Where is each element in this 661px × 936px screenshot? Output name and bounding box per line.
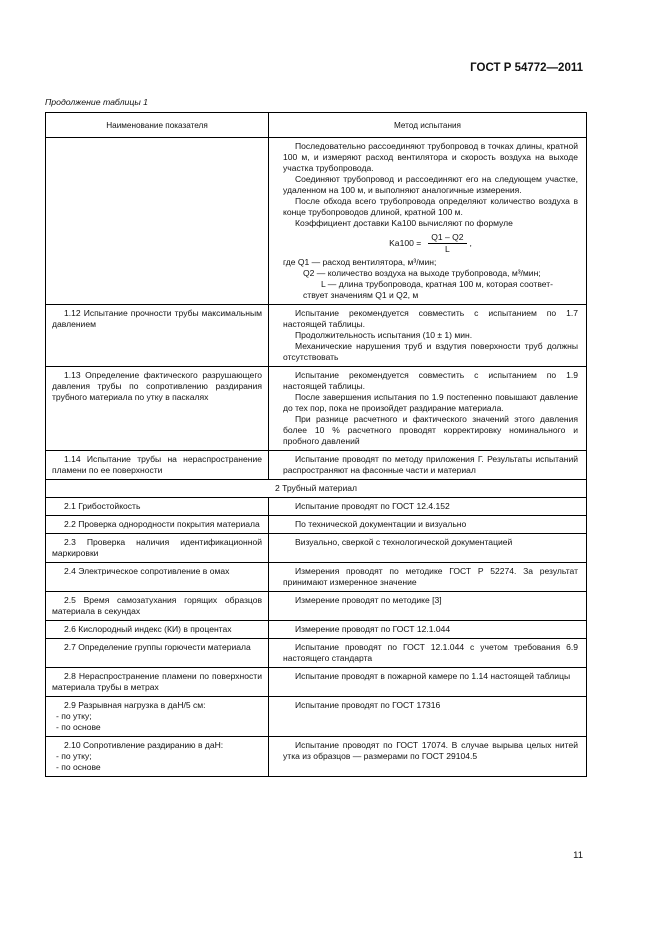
formula-fraction xyxy=(428,232,466,255)
method-paragraph: Продолжительность испытания (10 ± 1) мин. xyxy=(295,330,473,340)
section-title: 2 Трубный материал xyxy=(46,480,587,498)
table-row xyxy=(46,563,587,592)
method-paragraph: Испытание проводят по ГОСТ 17316 xyxy=(295,700,441,710)
indicator-subitem: - по основе xyxy=(56,762,101,772)
column-header-method: Метод испытания xyxy=(269,113,587,138)
indicator-cell xyxy=(46,534,269,563)
indicator-cell xyxy=(46,516,269,534)
table-row xyxy=(46,516,587,534)
table-caption: Продолжение таблицы 1 xyxy=(45,97,148,107)
where-line: где Q1 — расход вентилятора, м³/мин; xyxy=(283,257,437,267)
method-paragraph: Испытание проводят по методу приложения Г. Результаты испытаний распространяют на фасонные части и материал xyxy=(283,454,578,475)
method-paragraph: Испытание проводят в пожарной камере по 1.14 настоящей таблицы xyxy=(295,671,571,681)
indicator-cell xyxy=(46,563,269,592)
table-row xyxy=(46,138,587,305)
indicator-text: 2.7 Определение группы горючести материала xyxy=(64,642,251,652)
indicator-cell xyxy=(46,737,269,777)
indicator-cell xyxy=(46,621,269,639)
column-header-indicator: Наименование показателя xyxy=(46,113,269,138)
method-paragraph: После завершения испытания по 1.9 постепенно повышают давление до тех пор, пока не произойдет раздирание материала. xyxy=(283,392,578,413)
method-cell xyxy=(269,516,587,534)
table-row xyxy=(46,592,587,621)
method-cell xyxy=(269,563,587,592)
method-cell xyxy=(269,639,587,668)
method-cell xyxy=(269,498,587,516)
formula-numerator: Q1 – Q2 xyxy=(428,232,466,244)
indicator-subitem: - по основе xyxy=(56,722,101,732)
method-paragraph: При разнице расчетного и фактического значений этого давления более 10 % расчетного проводят корректировку номинального и пробного давлений xyxy=(283,414,578,446)
indicator-cell xyxy=(46,639,269,668)
document-id: ГОСТ Р 54772—2011 xyxy=(470,62,583,74)
indicator-cell xyxy=(46,498,269,516)
table-header-row xyxy=(46,113,587,138)
table-row xyxy=(46,498,587,516)
table-row xyxy=(46,534,587,563)
indicator-subitem: - по утку; xyxy=(56,751,92,761)
indicator-text: 2.5 Время самозатухания горящих образцов материала в секундах xyxy=(52,595,262,616)
method-cell xyxy=(269,621,587,639)
formula xyxy=(283,232,578,255)
table-row xyxy=(46,737,587,777)
table-row xyxy=(46,305,587,367)
formula-denominator: L xyxy=(444,244,450,254)
method-paragraph: Измерения проводят по методике ГОСТ Р 52274. За результат принимают измеренное значение xyxy=(283,566,578,587)
method-paragraph: По технической документации и визуально xyxy=(295,519,467,529)
method-paragraph: Измерение проводят по ГОСТ 12.1.044 xyxy=(295,624,451,634)
where-line: Q2 — количество воздуха на выходе трубопровода, м³/мин; xyxy=(303,268,541,278)
indicator-text: 2.9 Разрывная нагрузка в даН/5 см: xyxy=(64,700,206,710)
where-line: ствует значениям Q1 и Q2, м xyxy=(303,290,419,300)
indicator-cell xyxy=(46,697,269,737)
indicator-text: 2.6 Кислородный индекс (КИ) в процентах xyxy=(64,624,232,634)
method-paragraph: Испытание проводят по ГОСТ 12.4.152 xyxy=(295,501,450,511)
method-paragraph: Механические нарушения труб и вздутия поверхности труб должны отсутствовать xyxy=(283,341,578,362)
method-cell xyxy=(269,737,587,777)
method-cell xyxy=(269,305,587,367)
method-paragraph: Соединяют трубопровод и рассоединяют его на следующем участке, удаленном на 100 м, и выполняют аналогичные измерения. xyxy=(283,174,578,195)
indicator-text: 2.4 Электрическое сопротивление в омах xyxy=(64,566,230,576)
indicator-text: 1.12 Испытание прочности трубы максимальным давлением xyxy=(52,308,262,329)
method-paragraph: После обхода всего трубопровода определяют количество воздуха в конце трубопроводов длиной, кратной 100 м. xyxy=(283,196,578,217)
table-row xyxy=(46,451,587,480)
method-paragraph: Испытание проводят по ГОСТ 17074. В случае вырыва целых нитей утка из образцов — размерами по ГОСТ 29104.5 xyxy=(283,740,578,761)
method-cell xyxy=(269,451,587,480)
test-methods-table xyxy=(45,112,587,777)
method-paragraph: Коэффициент доставки Kа100 вычисляют по формуле xyxy=(295,218,513,228)
formula-lhs: Kа100 = xyxy=(389,238,422,248)
method-paragraph: Визуально, сверкой с технологической документацией xyxy=(295,537,513,547)
table-row xyxy=(46,668,587,697)
indicator-cell xyxy=(46,668,269,697)
indicator-subitem: - по утку; xyxy=(56,711,92,721)
where-line: L — длина трубопровода, кратная 100 м, которая соответ- xyxy=(321,279,554,289)
method-cell xyxy=(269,534,587,563)
method-cell xyxy=(269,697,587,737)
method-paragraph: Измерение проводят по методике [3] xyxy=(295,595,442,605)
table-row xyxy=(46,621,587,639)
indicator-cell xyxy=(46,451,269,480)
indicator-cell xyxy=(46,305,269,367)
indicator-cell xyxy=(46,138,269,305)
indicator-text: 2.2 Проверка однородности покрытия материала xyxy=(64,519,260,529)
method-cell xyxy=(269,367,587,451)
indicator-text: 1.13 Определение фактического разрушающего давления трубы по сопротивлению раздирания трубного материала по утку в паскалях xyxy=(52,370,262,402)
indicator-text: 2.3 Проверка наличия идентификационной маркировки xyxy=(52,537,262,558)
method-cell xyxy=(269,138,587,305)
method-cell xyxy=(269,668,587,697)
method-paragraph: Испытание рекомендуется совместить с испытанием по 1.9 настоящей таблицы. xyxy=(283,370,578,391)
table-row xyxy=(46,639,587,668)
indicator-text: 2.8 Нераспространение пламени по поверхности материала трубы в метрах xyxy=(52,671,262,692)
page-number: 11 xyxy=(573,850,583,861)
formula-end: , xyxy=(469,238,472,248)
indicator-cell xyxy=(46,592,269,621)
section-row xyxy=(46,480,587,498)
method-paragraph: Последовательно рассоединяют трубопровод в точках длины, кратной 100 м, и измеряют расход вентилятора и скорость воздуха на выходе участка трубопровода. xyxy=(283,141,578,173)
indicator-cell xyxy=(46,367,269,451)
method-paragraph: Испытание проводят по ГОСТ 12.1.044 с учетом требования 6.9 настоящего стандарта xyxy=(283,642,578,663)
method-paragraph: Испытание рекомендуется совместить с испытанием по 1.7 настоящей таблицы. xyxy=(283,308,578,329)
table-row xyxy=(46,697,587,737)
method-cell xyxy=(269,592,587,621)
indicator-text: 2.10 Сопротивление раздиранию в даН: xyxy=(64,740,224,750)
table-row xyxy=(46,367,587,451)
indicator-text: 2.1 Грибостойкость xyxy=(64,501,141,511)
indicator-text: 1.14 Испытание трубы на нераспространение пламени по ее поверхности xyxy=(52,454,262,475)
